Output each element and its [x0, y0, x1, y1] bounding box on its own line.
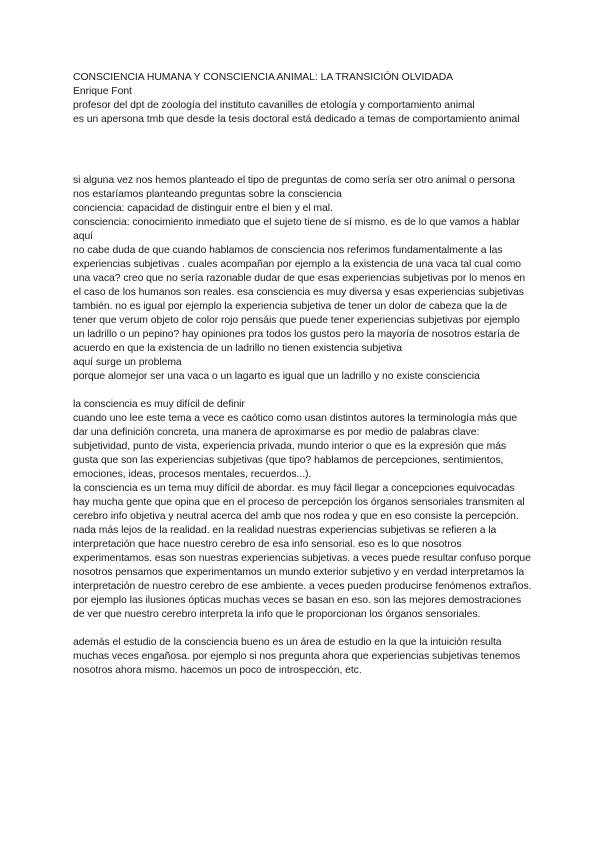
- paragraph: no cabe duda de que cuando hablamos de consciencia nos referimos fundamentalmente a las experiencias subjetivas . cuales acompañan por ejemplo a la existencia de una vaca tal cual como una vaca? creo que no sería razonable dudar de que esas experiencias subjetivas por lo menos en el caso de los humanos son reales. esa consciencia es muy diversa y esas experiencias subjetivas también. no es igual por ejemplo la experiencia subjetiva de tener un dolor de cabeza que la de tener que verum objeto de color rojo pensáis que puede tener experiencias subjetivas por ejemplo un ladrillo o un pepino? hay opiniones pra todos los gustos pero la mayoría de nosotros estaría de acuerdo en que la existencia de un ladrillo no tienen existencia subjetiva: [73, 245, 526, 354]
- paragraph: conciencia: capacidad de distinguir entre el bien y el mal.: [73, 203, 333, 214]
- paragraph: además el estudio de la consciencia bueno es un área de estudio en la que la intuición resulta muchas veces engañosa. por ejemplo si nos pregunta ahora que experiencias subjetivas tenemos nosotros ahora mismo. hacemos un poco de introspección, etc.: [73, 637, 521, 676]
- author-description: es un apersona tmb que desde la tesis doctoral está dedicado a temas de comportamiento animal: [73, 114, 520, 125]
- paragraph-spacer: [73, 384, 533, 398]
- document-title: CONSCIENCIA HUMANA Y CONSCIENCIA ANIMAL: LA TRANSICIÓN OLVIDADA: [73, 72, 454, 83]
- paragraph: la consciencia es un tema muy difícil de abordar. es muy fácil llegar a concepciones equivocadas: [73, 483, 515, 494]
- author-affiliation: profesor del dpt de zoología del instituto cavanilles de etología y comportamiento animal: [73, 100, 475, 111]
- paragraph: aquí surge un problema: [73, 357, 182, 368]
- paragraph: si alguna vez nos hemos planteado el tipo de preguntas de como sería ser otro animal o persona nos estaríamos planteando preguntas sobre la consciencia: [73, 175, 515, 200]
- paragraph: cuando uno lee este tema a vece es caótico como usan distintos autores la terminología más que dar una definición concreta, una manera de aproximarse es por medio de palabras clave: subjetividad, punto de vista, experiencia privada, mundo interior o que es la expresión que más gusta que son las experiencias subjetivas (que tipo? hablamos de percepciones, sentimientos, emociones, ideas, procesos mentales, recuerdos...).: [73, 413, 518, 480]
- paragraph: porque alomejor ser una vaca o un lagarto es igual que un ladrillo y no existe consciencia: [73, 371, 480, 382]
- paragraph-spacer: [73, 622, 533, 636]
- paragraph: consciencia: conocimiento inmediato que el sujeto tiene de sí mismo. es de lo que vamos a hablar aquí: [73, 217, 520, 242]
- paragraph: la consciencia es muy difícil de definir: [73, 399, 245, 410]
- document-body: [73, 174, 533, 678]
- document-header: [73, 71, 533, 127]
- paragraph: hay mucha gente que opina que en el proceso de percepción los órganos sensoriales transmiten al cerebro info objetiva y neutral acerca del amb que nos rodea y que en eso consiste la percepción. nada más lejos de la realidad. en la realidad nuestras experiencias subjetivas se refieren a la interpretación que hace nuestro cerebro de esa info sensorial. eso es lo que nosotros experimentamos. esas son nuestras experiencias subjetivas. a veces puede resultar confuso porque nosotros pensamos que experimentamos un mundo exterior subjetivo y en verdad interpretamos la interpretación de nuestro cerebro de ese ambiente. a veces pueden producirse fenómenos extraños.: [73, 497, 532, 592]
- document-author: Enrique Font: [73, 86, 132, 97]
- paragraph: por ejemplo las ilusiones ópticas muchas veces se basan en eso. son las mejores demostraciones de ver que nuestro cerebro interpreta la info que le proporcionan los órganos sensoriales.: [73, 595, 522, 620]
